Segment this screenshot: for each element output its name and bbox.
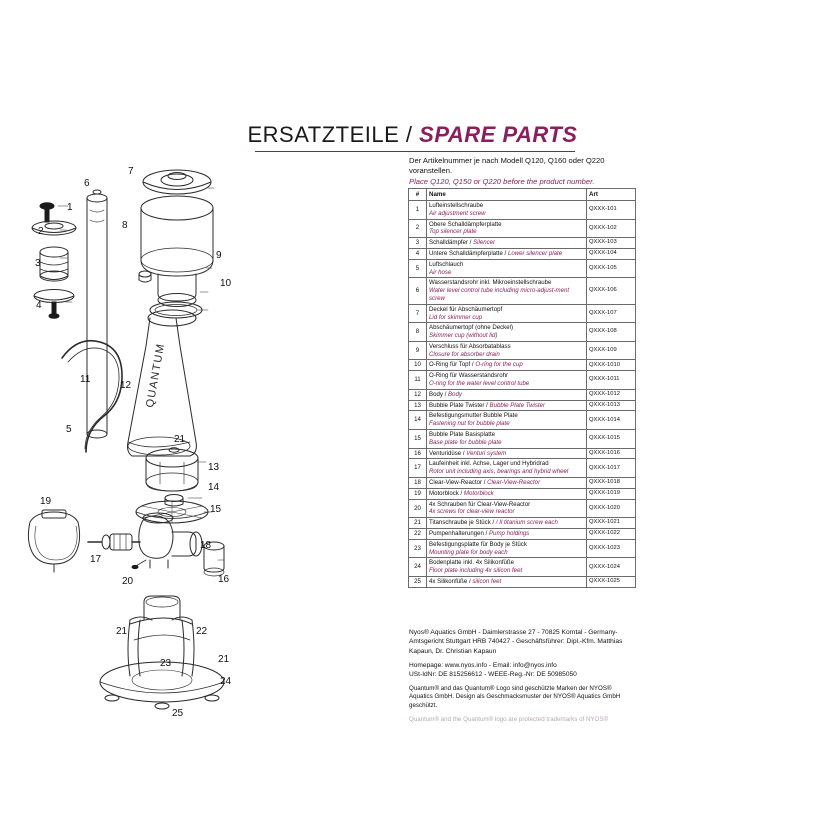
row-art-number: QXXX-103	[587, 238, 636, 249]
row-name-de: Body	[429, 390, 443, 398]
notice-de: Der Artikelnummer je nach Modell Q120, Q160 oder Q220 voranstellen.	[409, 156, 605, 176]
row-number: 24	[409, 558, 427, 577]
footer-legal	[409, 628, 635, 724]
part-base-assembly	[100, 596, 224, 709]
row-art-number: QXXX-102	[587, 219, 636, 238]
callout-12: 12	[120, 380, 132, 391]
row-name	[427, 459, 587, 478]
row-art-number: QXXX-1017	[587, 459, 636, 478]
table-row	[409, 200, 636, 219]
callout-17: 17	[90, 554, 102, 565]
table-row	[409, 400, 636, 411]
row-art-number: QXXX-1012	[587, 389, 636, 400]
row-name	[427, 341, 587, 360]
row-name-de: Pumpenhalterungen	[429, 530, 484, 538]
callout-23: 23	[160, 658, 172, 669]
table-row	[409, 259, 636, 278]
row-number: 22	[409, 529, 427, 540]
table-row	[409, 248, 636, 259]
table-row	[409, 238, 636, 249]
row-name-en: Motorblock	[463, 489, 494, 497]
callout-11: 11	[80, 374, 91, 385]
row-name-de: Motorblock	[429, 489, 459, 497]
header-number: #	[409, 189, 427, 201]
row-name-de: Bubble Plate Twister	[429, 401, 485, 409]
table-row	[409, 529, 636, 540]
part-silencer	[40, 247, 68, 281]
row-number: 5	[409, 259, 427, 278]
row-name-en: Body	[447, 390, 462, 398]
row-name	[427, 278, 587, 304]
callout-3: 3	[35, 258, 41, 269]
row-name-de: O-Ring für Wasserstandsrohr	[429, 372, 509, 380]
row-number: 21	[409, 518, 427, 529]
table-row	[409, 459, 636, 478]
row-name-en: Air hose	[429, 268, 452, 276]
row-name: Pumpenhalterungen / Pump holdings	[427, 529, 587, 540]
row-name-en: Fastening nut for bubble plate	[429, 420, 510, 428]
callout-7: 7	[128, 166, 134, 177]
row-name: Body / Body	[427, 389, 587, 400]
header-art: Art	[587, 189, 636, 201]
table-row	[409, 518, 636, 529]
row-number: 10	[409, 360, 427, 371]
row-number: 9	[409, 341, 427, 360]
callout-8: 8	[122, 220, 128, 231]
row-number: 13	[409, 400, 427, 411]
callout-15: 15	[210, 504, 222, 515]
part-air-hose	[62, 341, 122, 452]
row-name	[427, 219, 587, 238]
row-art-number: QXXX-106	[587, 278, 636, 304]
row-name	[427, 259, 587, 278]
row-art-number: QXXX-1024	[587, 558, 636, 577]
row-name	[427, 411, 587, 430]
model-prefix-notice	[409, 156, 637, 187]
table-row	[409, 341, 636, 360]
row-name-en: Lid for skimmer cup	[429, 313, 483, 321]
part-body	[128, 310, 197, 456]
row-name: Bubble Plate Twister / Bubble Plate Twister	[427, 400, 587, 411]
header-name: Name	[427, 189, 587, 201]
row-number: 4	[409, 248, 427, 259]
row-name	[427, 539, 587, 558]
callout-22: 22	[196, 626, 208, 637]
callout-10: 10	[220, 278, 232, 289]
row-name: Motorblock / Motorblock	[427, 488, 587, 499]
row-number: 7	[409, 304, 427, 323]
parts-table-body	[409, 200, 636, 587]
parts-table	[408, 188, 636, 588]
row-name-de: Bodenplatte inkl. 4x Silikonfüße	[429, 559, 515, 567]
row-number: 19	[409, 488, 427, 499]
row-name-de: Laufeinheit inkl. Achse, Lager und Hybridrad	[429, 460, 549, 468]
table-row	[409, 219, 636, 238]
row-name-de: 4x Silikonfüße	[429, 578, 468, 586]
row-name	[427, 323, 587, 342]
part-absorber-drain-closure	[139, 271, 151, 282]
part-air-adjustment-screw	[40, 203, 54, 222]
row-art-number: QXXX-107	[587, 304, 636, 323]
footer-contact: Homepage: www.nyos.info - Email: info@nyos.info	[409, 662, 557, 670]
part-bubble-plate-nut	[165, 495, 183, 507]
row-number: 23	[409, 539, 427, 558]
footer-trademark-faded: Quantum® and the Quantum® logo are protected trademarks of NYOS®	[409, 715, 609, 723]
row-name-de: Lufteinstellschraube	[429, 201, 484, 209]
row-number: 12	[409, 389, 427, 400]
row-name-de: Obere Schalldämpferplatte	[429, 220, 502, 228]
table-header-row	[409, 189, 636, 201]
row-name-en: Silencer	[473, 239, 496, 247]
callout-19: 19	[40, 496, 52, 507]
row-name-en: Closure for absorber drain	[429, 350, 500, 358]
table-row	[409, 360, 636, 371]
row-name-de: Befestigungsmutter Bubble Plate	[429, 412, 518, 420]
row-name-de: Abschäumertopf (ohne Deckel)	[429, 324, 514, 332]
row-name-de: Verschluss für Absorbatablass	[429, 342, 511, 350]
row-art-number: QXXX-1022	[587, 529, 636, 540]
row-name-de: Deckel für Abschäumertopf	[429, 305, 503, 313]
row-number: 18	[409, 478, 427, 489]
row-name	[427, 371, 587, 390]
row-name: 4x Silikonfüße / silicon feet	[427, 577, 587, 588]
row-art-number: QXXX-108	[587, 323, 636, 342]
part-motorblock	[28, 510, 79, 572]
footer-address: Nyos® Aquatics GmbH - Daimlerstrasse 27 - 70825 Korntal - Germany- Amtsgericht Stuttgart HRB 740427 - Geschäftsführer: Dipl.-Kfm. Matthias Kapaun, Dr. Christian Kapaun	[409, 629, 623, 655]
row-name: Venturidüse / Venturi system	[427, 448, 587, 459]
row-name	[427, 304, 587, 323]
row-art-number: QXXX-101	[587, 200, 636, 219]
row-number: 11	[409, 371, 427, 390]
part-skimmer-cup	[139, 170, 213, 307]
row-name-de: 4x Schrauben für Clear-View-Reactor	[429, 500, 531, 508]
table-row	[409, 577, 636, 588]
row-number: 8	[409, 323, 427, 342]
row-name-en: Skimmer cup (without lid)	[429, 332, 498, 340]
part-skimmer-cup-lid	[143, 170, 211, 194]
notice-en: Place Q120, Q150 or Q220 before the product number.	[409, 176, 595, 186]
callout-20: 20	[122, 576, 134, 587]
row-name-de: O-Ring für Topf	[429, 361, 471, 369]
row-art-number: QXXX-104	[587, 248, 636, 259]
callout-5: 5	[66, 424, 72, 435]
callout-21c: 21	[218, 654, 230, 665]
row-art-number: QXXX-1019	[587, 488, 636, 499]
row-art-number: QXXX-1018	[587, 478, 636, 489]
row-name-de: Befestigungsplatte für Body je Stück	[429, 540, 527, 548]
part-reactor-screws	[132, 560, 146, 569]
callout-2: 2	[38, 226, 44, 237]
row-name-en: Lower silencer plate	[507, 249, 563, 257]
row-number: 3	[409, 238, 427, 249]
row-name-en: O-ring for the cup	[475, 361, 523, 369]
row-name-en: Clear-View-Reactor	[487, 479, 541, 487]
row-name-de: Clear-View-Reactor	[429, 479, 483, 487]
row-art-number: QXXX-1025	[587, 577, 636, 588]
row-number: 25	[409, 577, 427, 588]
row-number: 15	[409, 430, 427, 449]
table-row	[409, 558, 636, 577]
row-name-en: Water level control tube including micro-adjust-ment screw	[429, 287, 570, 302]
callout-6: 6	[84, 178, 90, 189]
row-name-de: Titanschraube je Stück	[429, 519, 491, 527]
table-row	[409, 499, 636, 518]
table-row	[409, 478, 636, 489]
table-row	[409, 371, 636, 390]
page-title-separator: /	[405, 122, 413, 147]
callout-18: 18	[200, 540, 212, 551]
row-art-number: QXXX-1020	[587, 499, 636, 518]
row-number: 17	[409, 459, 427, 478]
page-title	[0, 122, 825, 148]
callout-4: 4	[36, 300, 42, 311]
row-art-number: QXXX-1015	[587, 430, 636, 449]
callout-25: 25	[172, 708, 184, 719]
row-art-number: QXXX-1014	[587, 411, 636, 430]
row-name: Clear-View-Reactor / Clear-View-Reactor	[427, 478, 587, 489]
row-name-en: / Il titanium screw each	[495, 519, 558, 527]
table-row	[409, 304, 636, 323]
callout-21b: 21	[116, 626, 128, 637]
row-name: Titanschraube je Stück / / Il titanium screw each	[427, 518, 587, 529]
callout-16: 16	[218, 574, 230, 585]
row-name	[427, 430, 587, 449]
row-name-en: Air adjustment screw	[429, 209, 486, 217]
exploded-diagram	[22, 150, 412, 730]
row-name-en: Bubble Plate Twister	[489, 401, 545, 409]
row-name-de: Venturidüse	[429, 449, 462, 457]
table-row	[409, 323, 636, 342]
footer-trademark: Quantum® and das Quantum® Logo sind geschützte Marken der NYOS® Aquatics GmbH. Design als Geschmacksmuster der NYOS® Aquatics GmbH geschützt.	[409, 684, 621, 710]
body-brand-text: QUANTUM	[144, 342, 168, 409]
callout-24: 24	[220, 676, 232, 687]
row-name-en: Mounting plate for body each	[429, 548, 508, 556]
row-name: O-Ring für Topf / O-ring for the cup	[427, 360, 587, 371]
row-number: 1	[409, 200, 427, 219]
row-number: 14	[409, 411, 427, 430]
page-title-de: ERSATZTEILE	[247, 122, 400, 147]
row-art-number: QXXX-1011	[587, 371, 636, 390]
row-name: Schalldämpfer / Silencer	[427, 238, 587, 249]
callout-1: 1	[67, 202, 73, 213]
table-row	[409, 411, 636, 430]
callout-13: 13	[208, 462, 220, 473]
table-row	[409, 430, 636, 449]
row-art-number: QXXX-1021	[587, 518, 636, 529]
row-name-de: Untere Schalldämpferplatte	[429, 249, 503, 257]
table-row	[409, 539, 636, 558]
row-number: 2	[409, 219, 427, 238]
row-name-en: Floor plate including 4x silicon feet	[429, 567, 523, 575]
row-art-number: QXXX-1010	[587, 360, 636, 371]
callout-14: 14	[208, 482, 220, 493]
part-rotor-unit	[88, 534, 140, 550]
row-name-de: Luftschlauch	[429, 260, 464, 268]
row-name-en: Pump holdings	[488, 530, 530, 538]
table-row	[409, 278, 636, 304]
row-art-number: QXXX-109	[587, 341, 636, 360]
row-name-en: silicon feet	[472, 578, 502, 586]
row-art-number: QXXX-1013	[587, 400, 636, 411]
row-number: 6	[409, 278, 427, 304]
row-name: Untere Schalldämpferplatte / Lower silencer plate	[427, 248, 587, 259]
row-name-en: O-ring for the water level control tube	[429, 380, 530, 388]
page-title-en: SPARE PARTS	[419, 122, 578, 147]
row-name-en: Rotor unit including axis, bearings and hybrid wheel	[429, 468, 569, 476]
row-number: 20	[409, 499, 427, 518]
row-name	[427, 558, 587, 577]
footer-ids: USt-IdNr: DE 815256612 - WEEE-Reg.-Nr: DE 50985050	[409, 671, 577, 679]
table-row	[409, 389, 636, 400]
row-art-number: QXXX-1023	[587, 539, 636, 558]
row-name-en: 4x screws for clear-view reactor	[429, 508, 515, 516]
row-name-de: Wasserstandsrohr inkl. Mikroeinstellschraube	[429, 279, 552, 287]
row-name-en: Base plate for bubble plate	[429, 438, 502, 446]
row-art-number: QXXX-105	[587, 259, 636, 278]
row-name	[427, 200, 587, 219]
row-name-de: Schalldämpfer	[429, 239, 468, 247]
row-name	[427, 499, 587, 518]
row-name-en: Venturi system	[466, 449, 507, 457]
table-row	[409, 488, 636, 499]
part-water-level-control-tube	[87, 190, 107, 438]
callout-21: 21	[174, 434, 186, 445]
row-art-number: QXXX-1016	[587, 448, 636, 459]
table-row	[409, 448, 636, 459]
row-name-de: Bubble Plate Basisplatte	[429, 431, 496, 439]
row-name-en: Top silencer plate	[429, 228, 477, 236]
callout-9: 9	[216, 250, 222, 261]
row-number: 16	[409, 448, 427, 459]
